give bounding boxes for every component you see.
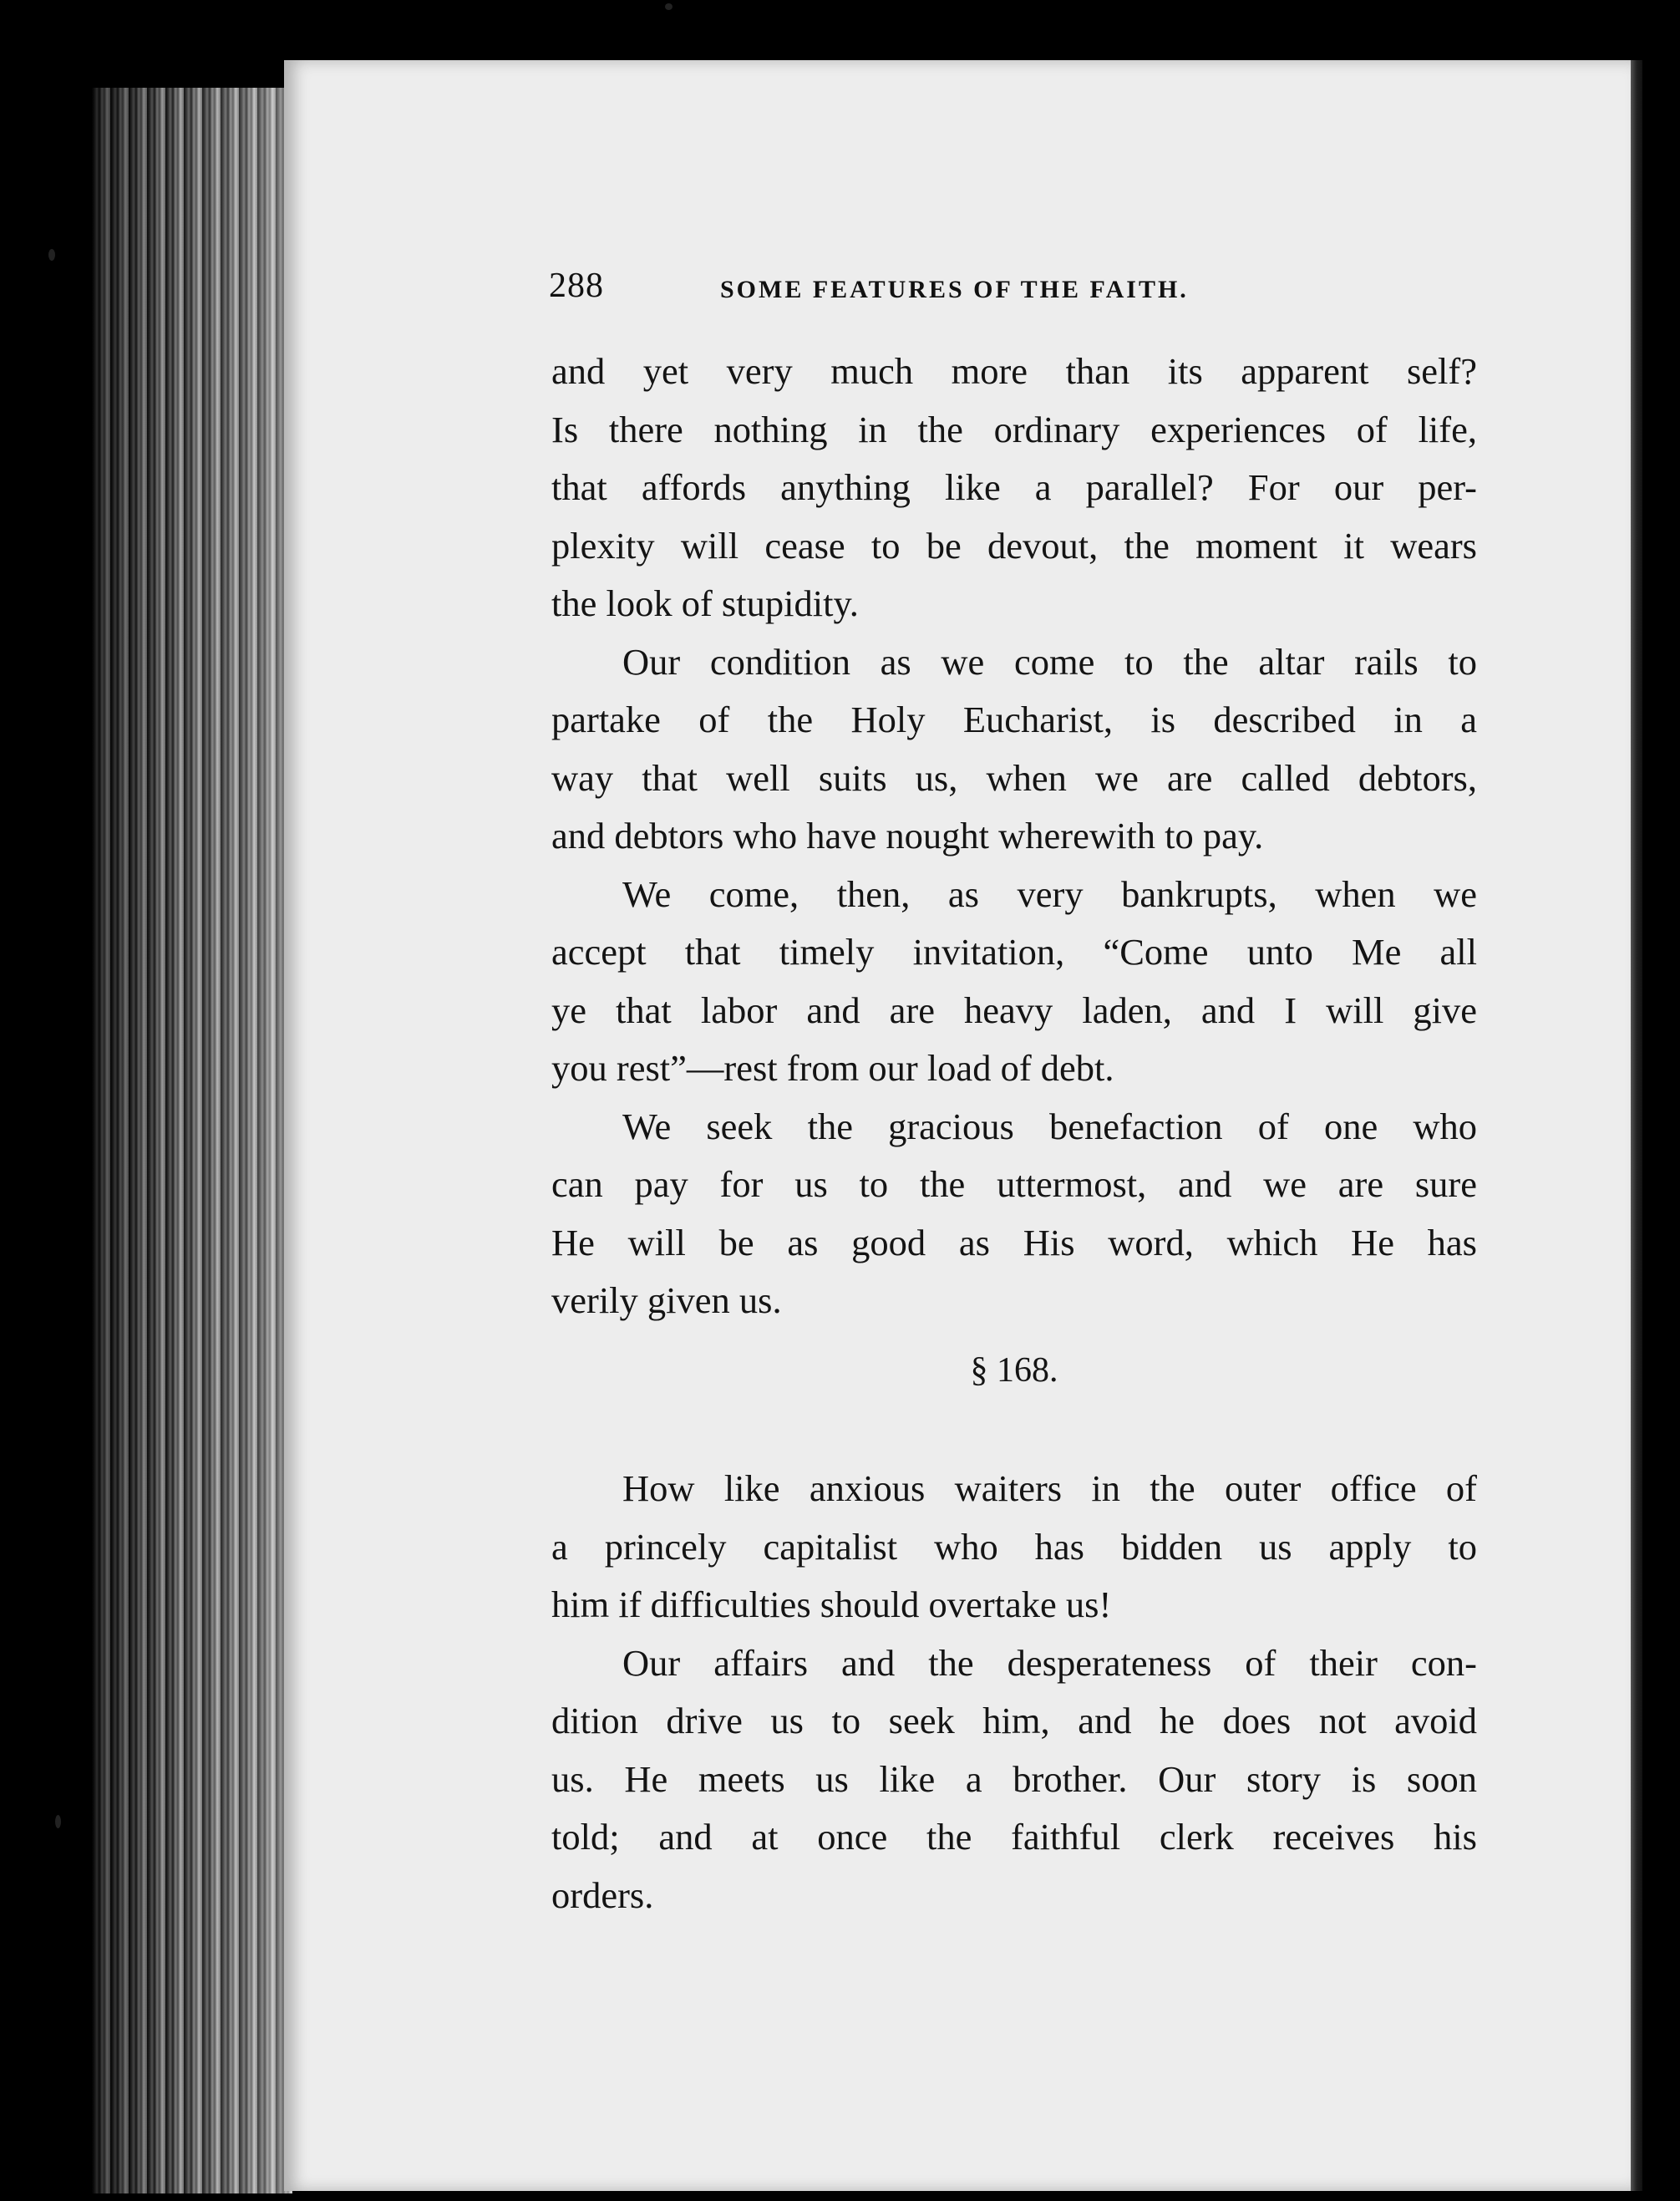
text-line: a princely capitalist who has bidden us apply to	[551, 1525, 1477, 1568]
text-line: dition drive us to seek him, and he does not avoid	[551, 1700, 1477, 1741]
text-line: you rest”—rest from our load of debt.	[551, 1047, 1114, 1089]
text-line: and yet very much more than its apparent self?	[551, 350, 1477, 392]
text-line: accept that timely invitation, “Come unto Me all	[551, 931, 1477, 973]
scan-speck	[665, 3, 673, 10]
scan-speck	[48, 249, 55, 261]
text-line: ye that labor and are heavy laden, and I will give	[551, 989, 1477, 1031]
text-line: We come, then, as very bankrupts, when we	[622, 872, 1477, 915]
text-line: Is there nothing in the ordinary experiences of life,	[551, 408, 1477, 450]
book-fore-edge	[92, 88, 292, 2193]
section-heading: § 168.	[970, 1351, 1058, 1390]
page-header	[549, 266, 1468, 316]
text-line: plexity will cease to be devout, the moment it wears	[551, 524, 1477, 567]
text-line: He will be as good as His word, which He has	[551, 1221, 1477, 1263]
paragraph	[551, 633, 1477, 866]
text-line: orders.	[551, 1873, 654, 1916]
text-line: can pay for us to the uttermost, and we are sure	[551, 1163, 1477, 1205]
paragraph	[551, 866, 1477, 1098]
text-line: us. He meets us like a brother. Our story is soon	[551, 1757, 1477, 1800]
scan-speck	[55, 1815, 61, 1828]
text-line: We seek the gracious benefaction of one who	[622, 1105, 1477, 1147]
text-line: partake of the Holy Eucharist, is described in a	[551, 699, 1477, 740]
text-line: Our condition as we come to the altar rails to	[622, 640, 1477, 683]
body-text-bottom	[551, 1460, 1477, 1924]
page-number: 288	[549, 267, 604, 305]
facing-page-edge	[1631, 60, 1642, 2191]
text-line: and debtors who have nought wherewith to pay.	[551, 815, 1264, 857]
text-line: that affords anything like a parallel? For our per-	[551, 466, 1477, 508]
text-line: way that well suits us, when we are called debtors,	[551, 756, 1477, 799]
text-line: How like anxious waiters in the outer office of	[622, 1467, 1477, 1509]
body-text-top	[551, 343, 1477, 1330]
text-line: him if difficulties should overtake us!	[551, 1583, 1112, 1625]
paragraph	[551, 1634, 1477, 1925]
text-line: verily given us.	[551, 1279, 782, 1321]
paragraph	[551, 343, 1477, 633]
running-head: SOME FEATURES OF THE FAITH.	[720, 276, 1189, 303]
text-line: told; and at once the faithful clerk receives his	[551, 1816, 1477, 1858]
text-line: the look of stupidity.	[551, 582, 859, 624]
text-line: Our affairs and the desperateness of their con-	[622, 1641, 1477, 1684]
paragraph	[551, 1098, 1477, 1330]
paragraph	[551, 1460, 1477, 1634]
